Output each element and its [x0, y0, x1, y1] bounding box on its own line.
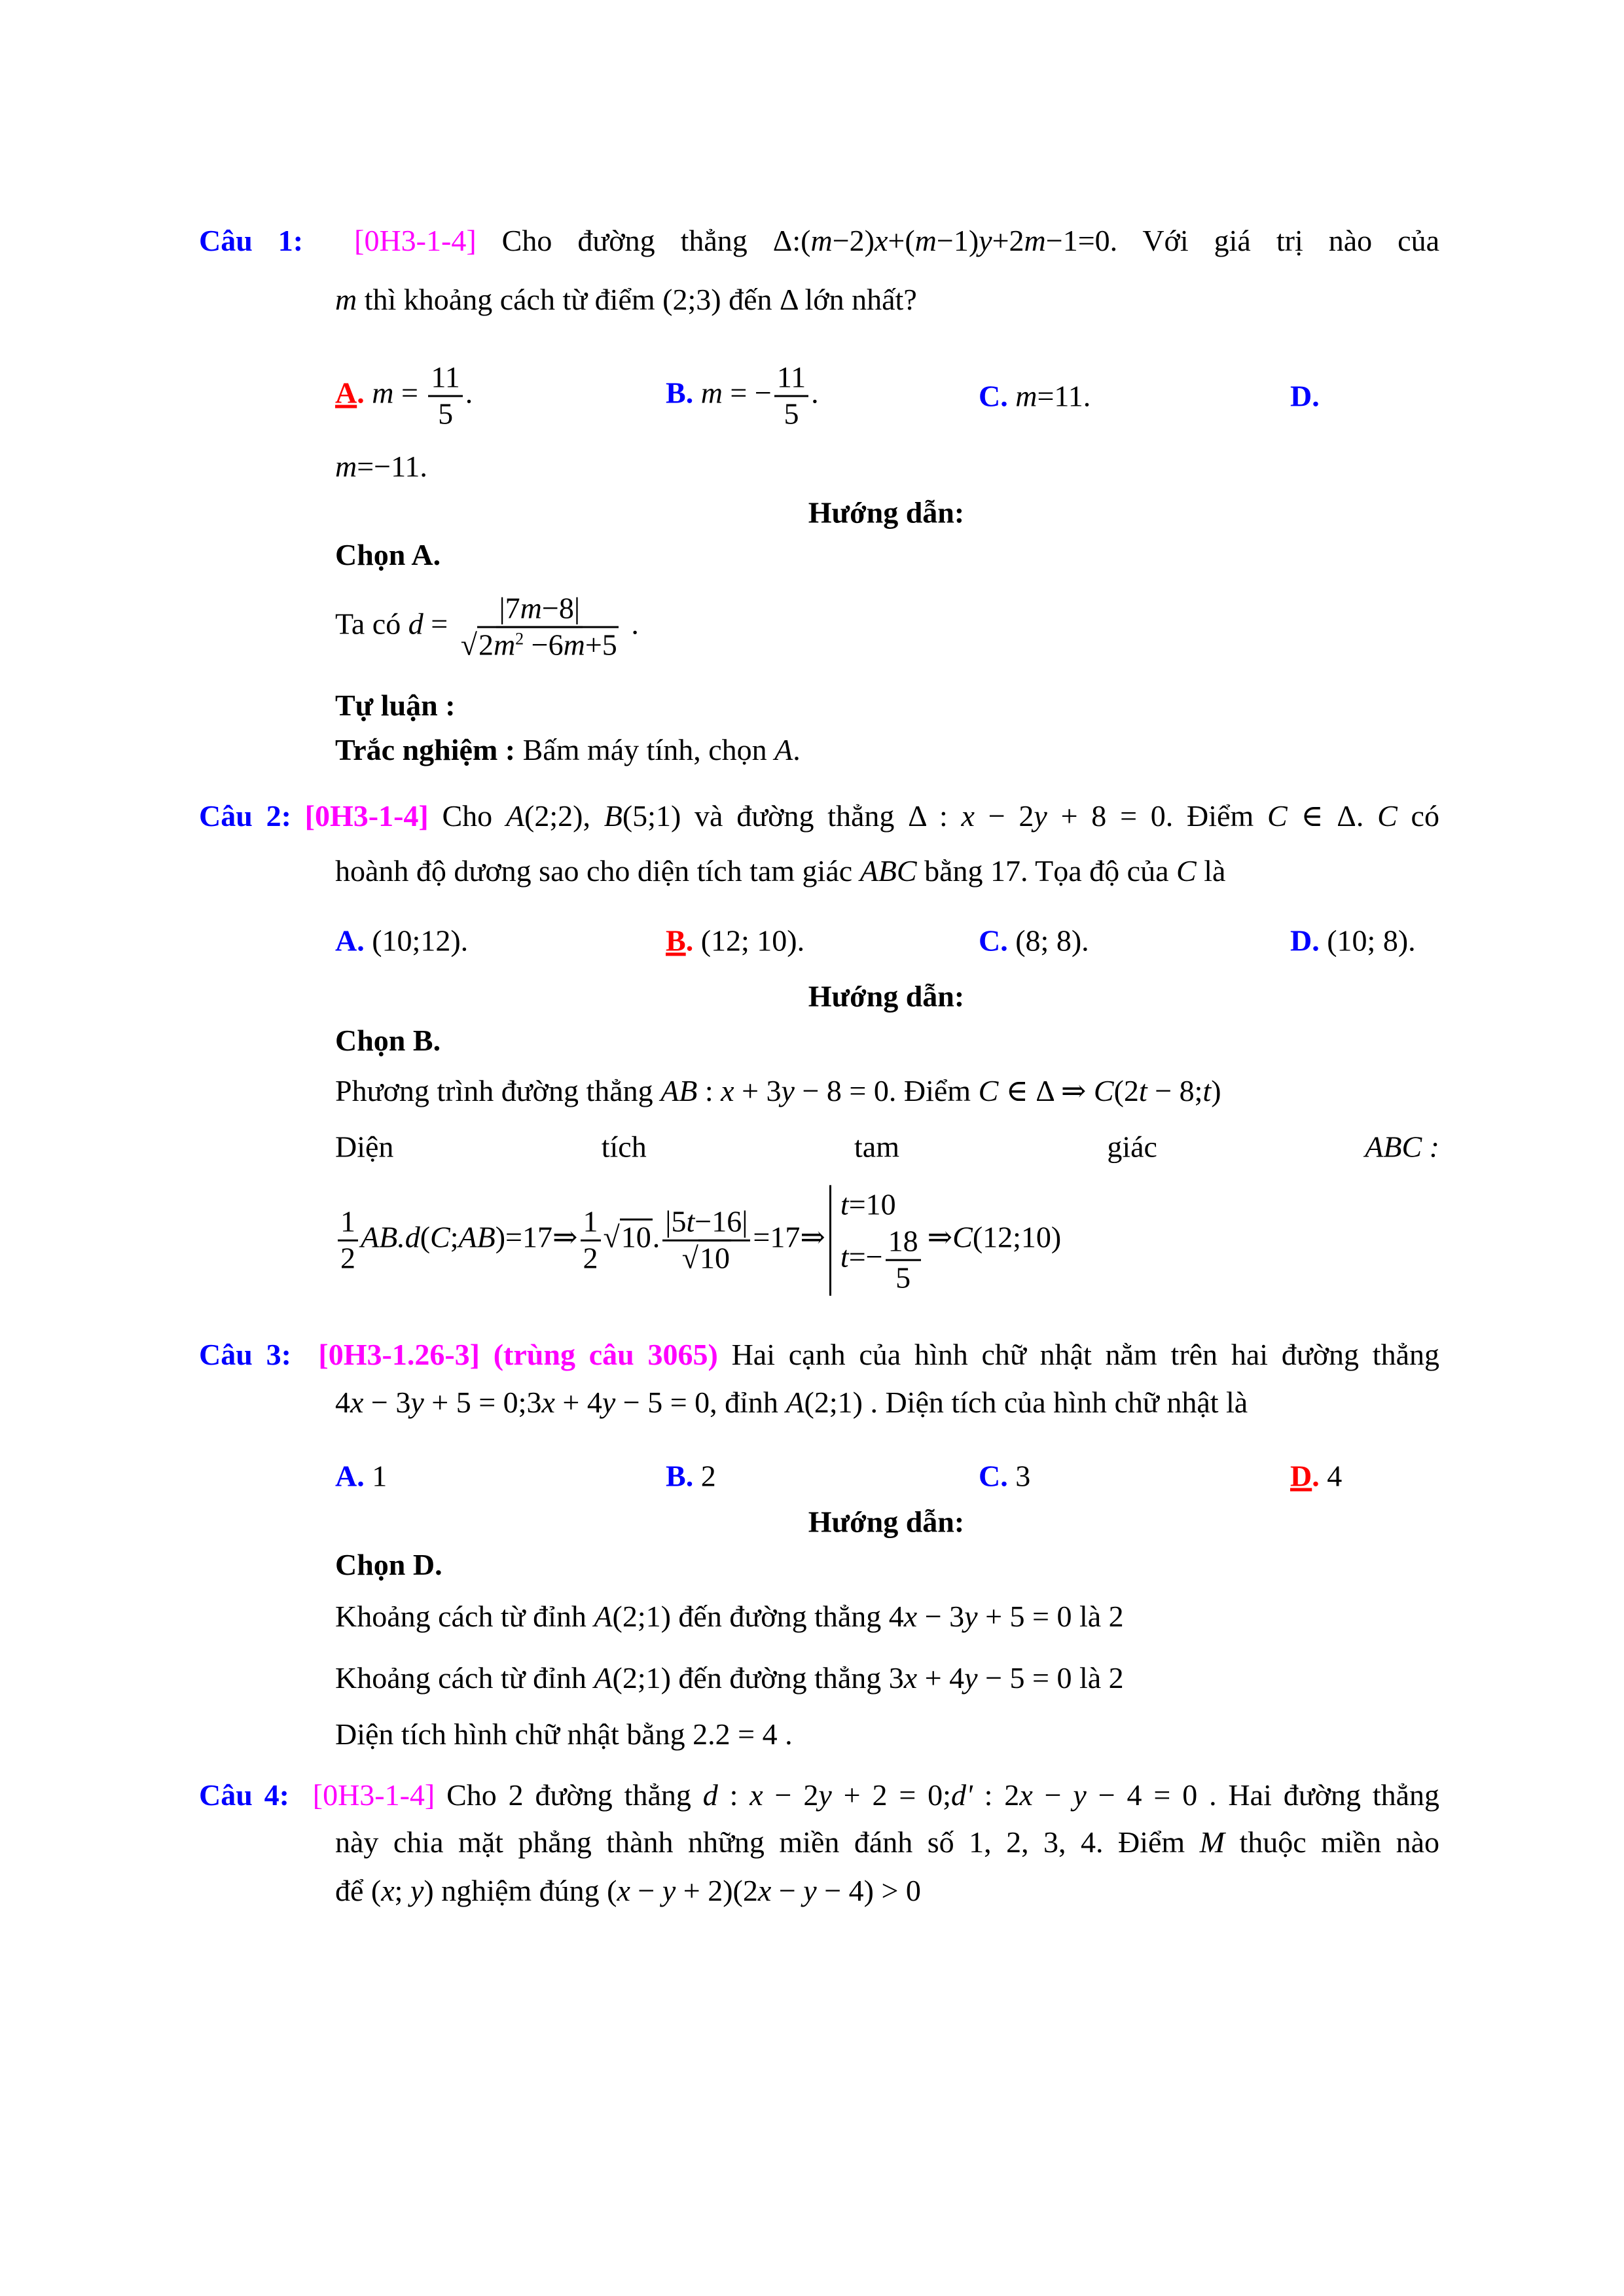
text: có — [1397, 799, 1439, 833]
text: ∈ Δ ⇒ — [998, 1074, 1094, 1107]
text: − 5 = 0, đỉnh — [615, 1386, 786, 1419]
numerator — [662, 1205, 750, 1242]
text: 2 — [583, 1241, 598, 1275]
q1-solution-mcq — [335, 732, 801, 768]
math-var: t — [686, 1204, 695, 1238]
text: (2;1) . Diện tích của hình chữ nhật là — [804, 1386, 1248, 1419]
fraction — [428, 361, 462, 432]
text: (2 — [1113, 1074, 1139, 1107]
math-var: t — [1138, 1074, 1147, 1107]
q3-option-b[interactable] — [666, 1459, 716, 1494]
text: (10;12). — [372, 924, 469, 958]
math-var: t — [840, 1240, 849, 1274]
option-letter: D. — [1290, 924, 1327, 958]
math-var: t — [840, 1187, 849, 1221]
text: − — [630, 1874, 662, 1907]
q1-option-d-content — [335, 448, 427, 485]
text: Cho — [428, 799, 506, 833]
q3-solution-line-3 — [335, 1716, 793, 1753]
text: + 5 = 0;3 — [424, 1386, 542, 1419]
text: + 5 = 0 là 2 — [977, 1600, 1124, 1633]
fraction — [581, 1205, 601, 1276]
q2-solution-words — [335, 1130, 1439, 1164]
text: − 3 — [917, 1600, 965, 1633]
option-letter: A. — [335, 924, 372, 958]
math-var: x — [903, 1600, 918, 1633]
letter: B — [666, 1459, 686, 1493]
denominator — [679, 1241, 734, 1276]
word: ABC : — [1365, 1130, 1439, 1164]
question-code: [0H3-1-4] — [354, 224, 477, 257]
math-var: m — [1015, 379, 1038, 413]
math-var: AB — [458, 1220, 496, 1254]
text: Khoảng cách từ đỉnh — [335, 1600, 594, 1633]
square-root — [461, 628, 619, 663]
math-var: AB.d — [361, 1220, 420, 1254]
text: Cho 2 đường thẳng — [435, 1778, 703, 1812]
denominator — [458, 628, 621, 663]
math-var: y — [979, 224, 992, 257]
math-var: y — [1073, 1778, 1087, 1812]
denominator — [435, 397, 456, 432]
text: 5 — [784, 397, 799, 431]
text: : 2 — [972, 1778, 1020, 1812]
q2-option-b[interactable] — [666, 924, 804, 958]
text: + 4 — [917, 1661, 965, 1695]
text: =10 — [848, 1187, 896, 1221]
q1-option-c[interactable] — [979, 379, 1091, 414]
option-letter: C. — [979, 379, 1016, 413]
q1-option-d[interactable] — [1290, 379, 1320, 414]
text: + 4 — [554, 1386, 602, 1419]
text: 11 — [431, 360, 460, 394]
q4-stem-line-1 — [199, 1777, 1439, 1814]
math-var: B — [604, 799, 623, 833]
square-root — [604, 1219, 653, 1256]
math-var: x — [1019, 1778, 1033, 1812]
text: hoành độ dương sao cho diện tích tam giác — [335, 854, 860, 888]
text: : — [697, 1074, 721, 1107]
text: ⇒ — [927, 1220, 953, 1254]
text: 5 — [895, 1261, 911, 1295]
question-code: [0H3-1-4] — [312, 1778, 435, 1812]
math-var: x — [617, 1874, 630, 1907]
letter: B — [666, 924, 686, 958]
radical-sign-icon: √ — [460, 628, 477, 662]
math-var: x — [541, 1386, 555, 1419]
question-code: [0H3-1-4] — [304, 799, 429, 833]
text: . — [623, 607, 639, 641]
text: =− — [848, 1240, 883, 1274]
math-var: y — [964, 1600, 978, 1633]
math-var: C — [430, 1220, 450, 1254]
text: +( — [888, 224, 915, 257]
numerator — [774, 361, 808, 397]
math-var: A — [594, 1661, 613, 1695]
text: . — [811, 376, 819, 410]
text: 5 — [438, 397, 454, 431]
letter: A — [335, 376, 357, 410]
q1-stem-line-1 — [199, 223, 1439, 259]
math-var: y — [1034, 799, 1047, 833]
word: Diện — [335, 1130, 394, 1164]
text: +2 — [992, 224, 1024, 257]
text: − 8 = 0. Điểm — [794, 1074, 979, 1107]
math-var: m — [335, 450, 357, 483]
q1-option-a[interactable] — [335, 361, 473, 432]
text: −6 — [524, 628, 564, 662]
math-var: C — [1377, 799, 1398, 833]
text: 4 — [1327, 1459, 1343, 1493]
text: là — [1196, 854, 1226, 888]
math-var: x — [874, 224, 888, 257]
math-var: M — [1199, 1825, 1225, 1859]
math-var: y — [964, 1661, 978, 1695]
text: (12; 10). — [700, 924, 805, 958]
math-var: y — [410, 1874, 424, 1907]
text: thuộc miền nào — [1224, 1825, 1439, 1859]
text: =17⇒ — [753, 1220, 825, 1254]
math-var: x — [381, 1874, 395, 1907]
text: )=17⇒ — [495, 1220, 578, 1254]
q3-solution-line-1 — [335, 1598, 1124, 1635]
radical-sign-icon: √ — [681, 1241, 698, 1275]
q4-stem-line-2 — [335, 1824, 1439, 1861]
option-letter: B. — [666, 376, 701, 410]
text: ; — [450, 1220, 459, 1254]
text: . — [793, 733, 801, 766]
fraction — [338, 1205, 358, 1276]
text: Ta có — [335, 607, 408, 641]
math-var: m — [914, 224, 937, 257]
text: −8| — [541, 591, 581, 625]
text: (10; 8). — [1327, 924, 1416, 958]
math-var: y — [818, 1778, 832, 1812]
q3-option-c[interactable] — [979, 1459, 1030, 1494]
text: 11 — [776, 360, 806, 394]
math-var: x — [721, 1074, 734, 1107]
guide-heading: Hướng dẫn: — [808, 979, 965, 1013]
math-var: C — [1176, 854, 1197, 888]
option-letter: D. — [1290, 379, 1320, 413]
text: (2;1) đến đường thẳng 3 — [612, 1661, 904, 1695]
text: + 2)(2 — [676, 1874, 758, 1907]
word: tích — [601, 1130, 647, 1164]
text: − 8; — [1147, 1074, 1203, 1107]
math-var: m — [563, 628, 585, 662]
math-var: x — [350, 1386, 364, 1419]
math-var: y — [602, 1386, 616, 1419]
math-var: m — [520, 591, 542, 625]
option-letter: A. — [335, 1459, 372, 1493]
math-var: A — [505, 799, 525, 833]
letter: D — [1290, 379, 1312, 413]
math-var: d — [408, 607, 424, 641]
q2-option-d[interactable] — [1290, 924, 1416, 958]
denominator — [893, 1261, 913, 1295]
math-var: m — [372, 376, 394, 410]
text: bằng 17. Tọa độ của — [916, 854, 1177, 888]
case-row — [840, 1225, 924, 1296]
math-var: C — [952, 1220, 973, 1254]
text: − 2 — [974, 799, 1034, 833]
letter: A — [335, 1459, 357, 1493]
superscript: 2 — [515, 629, 524, 649]
text: − 3 — [363, 1386, 411, 1419]
bold-text: Tự luận : — [335, 689, 456, 722]
text: +5 — [585, 628, 617, 662]
q3-option-d[interactable] — [1290, 1459, 1342, 1494]
text: 3 — [1015, 1459, 1031, 1493]
math-var: ABC — [859, 854, 917, 888]
fraction — [458, 592, 621, 663]
word: giác — [1107, 1130, 1157, 1164]
text: = — [393, 376, 426, 410]
math-var: d — [702, 1778, 718, 1812]
q2-stem-line-2 — [335, 853, 1225, 889]
q2-solution-line — [335, 1073, 1221, 1109]
text: ( — [420, 1220, 431, 1254]
text: ) — [1211, 1074, 1221, 1107]
q2-solution-formula — [335, 1185, 1061, 1296]
text: 10 — [621, 1220, 651, 1254]
radicand — [477, 626, 619, 662]
letter: C — [979, 924, 1001, 958]
text: (8; 8). — [1015, 924, 1089, 958]
letter: C — [979, 379, 1001, 413]
text: ) nghiệm đúng ( — [424, 1874, 617, 1907]
numerator — [581, 1205, 601, 1242]
chosen-answer: Chọn B. — [335, 1024, 441, 1057]
text: −1=0. Với giá trị nào của — [1045, 224, 1439, 257]
text: 2 — [478, 628, 494, 662]
option-letter: B. — [666, 924, 701, 958]
text: 18 — [888, 1224, 918, 1258]
text: thì khoảng cách từ điểm (2;3) đến Δ lớn nhất? — [357, 283, 917, 316]
text: Cho đường thẳng Δ:( — [476, 224, 811, 257]
option-letter: C. — [979, 924, 1016, 958]
math-var: d' — [950, 1778, 973, 1812]
numerator — [338, 1205, 358, 1242]
text: = − — [722, 376, 772, 410]
fraction — [774, 361, 808, 432]
math-var: A — [774, 733, 793, 766]
question-label: Câu 1: — [199, 224, 304, 257]
guide-heading: Hướng dẫn: — [808, 1505, 965, 1539]
question-label: Câu 4: — [199, 1778, 289, 1812]
text: 1 — [372, 1459, 388, 1493]
q3-solution-line-2 — [335, 1660, 1124, 1696]
case-bracket — [829, 1185, 924, 1296]
text: −1) — [936, 224, 979, 257]
math-var: m — [700, 376, 723, 410]
question-code: [0H3-1.26-3] (trùng câu 3065) — [318, 1338, 718, 1371]
text: : — [717, 1778, 750, 1812]
math-var: x — [757, 1874, 772, 1907]
question-label: Câu 3: — [199, 1338, 291, 1371]
text: Phương trình đường thẳng — [335, 1074, 661, 1107]
math-var: y — [803, 1874, 817, 1907]
text: Bấm máy tính, chọn — [515, 733, 775, 766]
text: + 2 = 0; — [831, 1778, 951, 1812]
q4-stem-line-3 — [335, 1873, 921, 1909]
radical-sign-icon: √ — [603, 1220, 620, 1254]
q3-stem-line-2 — [335, 1384, 1248, 1421]
q2-option-a[interactable] — [335, 924, 468, 958]
text: Diện tích hình chữ nhật bằng 2.2 = 4 . — [335, 1717, 793, 1751]
text: = — [423, 607, 456, 641]
text: ∈ Δ. — [1287, 799, 1378, 833]
q3-option-a[interactable] — [335, 1459, 387, 1494]
q1-solution-essay — [335, 687, 456, 724]
math-var: y — [410, 1386, 424, 1419]
math-var: C — [1267, 799, 1288, 833]
math-var: AB — [660, 1074, 698, 1107]
option-letter: B. — [666, 1459, 701, 1493]
math-var: A — [594, 1600, 613, 1633]
text: này chia mặt phẳng thành những miền đánh số 1, 2, 3, 4. Điểm — [335, 1825, 1200, 1859]
text: 4 — [335, 1386, 350, 1419]
math-var: C — [1093, 1074, 1114, 1107]
q1-stem-line-2 — [335, 281, 917, 318]
text: Hai cạnh của hình chữ nhật nằm trên hai đường thẳng — [717, 1338, 1439, 1371]
q2-stem-line-1 — [199, 798, 1439, 834]
text: 1 — [340, 1204, 355, 1238]
text: + 8 = 0. Điểm — [1047, 799, 1267, 833]
math-var: m — [493, 628, 516, 662]
text: − 2 — [763, 1778, 819, 1812]
math-var: x — [961, 799, 975, 833]
math-var: m — [1024, 224, 1046, 257]
radicand — [698, 1239, 731, 1274]
option-letter: A. — [335, 376, 372, 410]
guide-heading: Hướng dẫn: — [808, 495, 965, 529]
text: −16| — [695, 1204, 748, 1238]
text: 2 — [340, 1241, 355, 1275]
text: . — [465, 376, 473, 410]
math-var: x — [749, 1778, 763, 1812]
option-letter: C. — [979, 1459, 1016, 1493]
text: ; — [394, 1874, 410, 1907]
text: + 3 — [734, 1074, 782, 1107]
text: để ( — [335, 1874, 382, 1907]
text: −2) — [832, 224, 875, 257]
text: − 4 = 0 . Hai đường thẳng — [1086, 1778, 1440, 1812]
q1-solution-formula — [335, 592, 639, 663]
denominator — [781, 397, 801, 432]
text: =11. — [1037, 379, 1091, 413]
numerator — [886, 1225, 921, 1261]
math-var: y — [781, 1074, 795, 1107]
fraction — [886, 1225, 921, 1296]
text: − — [1032, 1778, 1074, 1812]
letter: A — [335, 924, 357, 958]
math-var: C — [978, 1074, 999, 1107]
chosen-answer: Chọn D. — [335, 1548, 442, 1581]
bold-text: Trắc nghiệm : — [335, 733, 516, 766]
text: − — [771, 1874, 804, 1907]
text: =−11. — [357, 450, 427, 483]
denominator — [338, 1241, 358, 1276]
numerator — [428, 361, 462, 397]
letter: D — [1290, 924, 1312, 958]
math-var: y — [662, 1874, 676, 1907]
text: |7 — [499, 591, 520, 625]
question-label: Câu 2: — [199, 799, 291, 833]
denominator — [581, 1241, 601, 1276]
letter: C — [979, 1459, 1001, 1493]
chosen-answer: Chọn A. — [335, 538, 441, 571]
text: Khoảng cách từ đỉnh — [335, 1661, 594, 1695]
letter: B — [666, 376, 686, 410]
text: − 4) > 0 — [816, 1874, 921, 1907]
fraction — [662, 1205, 750, 1276]
math-var: x — [903, 1661, 918, 1695]
text: − 5 = 0 là 2 — [977, 1661, 1124, 1695]
text: 2 — [700, 1459, 716, 1493]
text: (2;2), — [524, 799, 604, 833]
letter: D — [1290, 1459, 1312, 1493]
option-letter: D. — [1290, 1459, 1327, 1493]
numerator — [496, 592, 583, 628]
text: (12;10) — [972, 1220, 1062, 1254]
radicand — [620, 1219, 653, 1254]
q3-stem-line-1 — [199, 1336, 1439, 1373]
math-var: m — [810, 224, 833, 257]
math-var: t — [1202, 1074, 1212, 1107]
math-var: m — [335, 283, 357, 316]
text: (2;1) đến đường thẳng 4 — [612, 1600, 904, 1633]
text: |5 — [665, 1204, 687, 1238]
text: . — [652, 1220, 660, 1254]
text: 1 — [583, 1204, 598, 1238]
math-var: A — [785, 1386, 804, 1419]
q2-option-c[interactable] — [979, 924, 1089, 958]
square-root — [682, 1241, 731, 1276]
word: tam — [854, 1130, 900, 1164]
text: (5;1) và đường thẳng Δ : — [622, 799, 962, 833]
case-row — [840, 1185, 924, 1225]
q1-option-b[interactable] — [666, 361, 819, 432]
text: 10 — [699, 1241, 730, 1275]
